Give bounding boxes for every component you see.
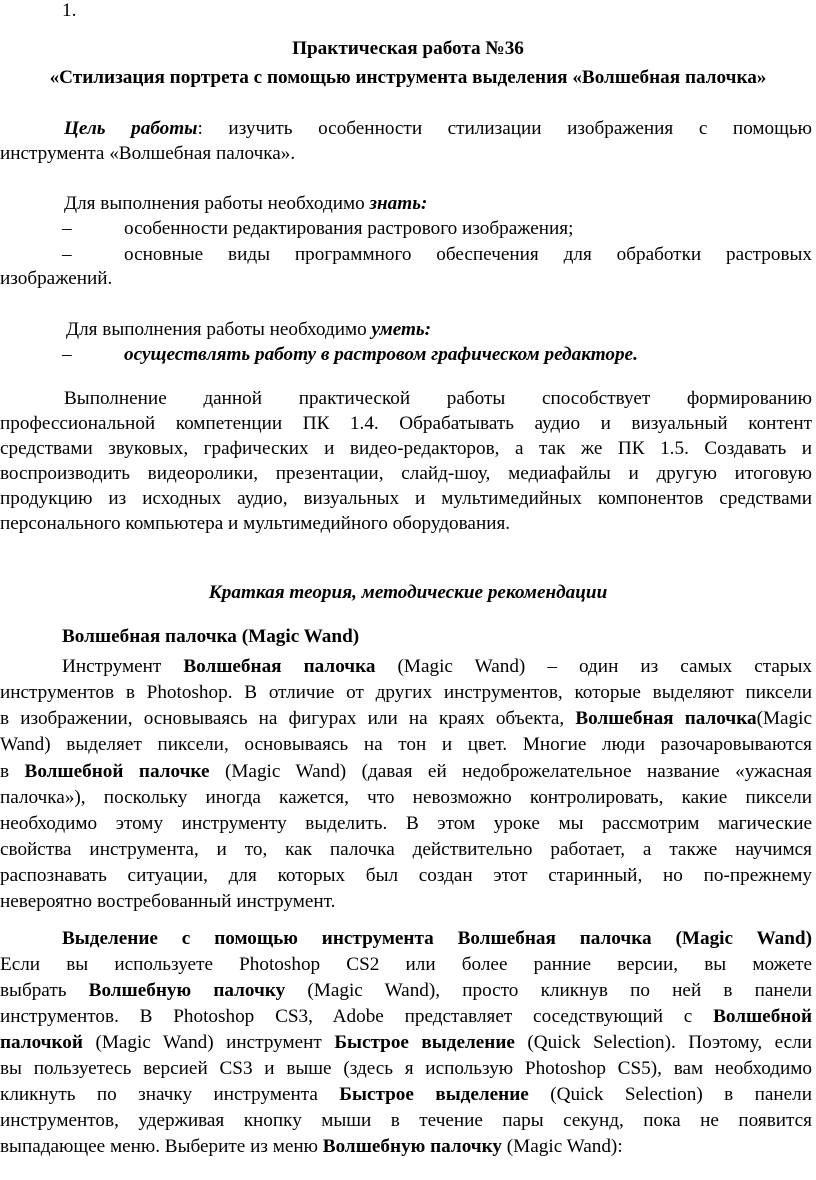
section1-line-3: в изображении, основываясь на фигурах или на краях объекта, Волшебная палочка(Magic xyxy=(0,708,812,729)
competence-line-2: профессиональной компетенции ПК 1.4. Обрабатывать аудио и визуальный контент xyxy=(0,413,812,434)
document-subtitle: «Стилизация портрета с помощью инструмента выделения «Волшебная палочка» xyxy=(49,67,767,88)
section2-line-8: выпадающее меню. Выберите из меню Волшебную палочку (Magic Wand): xyxy=(0,1136,623,1157)
document-title: Практическая работа №36 xyxy=(292,38,524,59)
section1-line-4: Wand) выделяет пиксели, основываясь на тон и цвет. Многие люди разочаровываются xyxy=(0,734,812,755)
competence-line-4: воспроизводить видеоролики, презентации, слайд-шоу, медиафайлы и другую итоговую xyxy=(0,463,812,484)
section1-line-9: распознавать ситуации, для которых был создан этот старинный, но по-прежнему xyxy=(0,865,812,886)
section1-line-5: в Волшебной палочке (Magic Wand) (давая ей недоброжелательное название «ужасная xyxy=(0,761,813,782)
section1-heading: Волшебная палочка (Magic Wand) xyxy=(62,626,360,647)
section1-line-6: палочка»), поскольку иногда кажется, что невозможно контролировать, какие пиксели xyxy=(0,787,812,808)
know-item-2-cont: изображений. xyxy=(0,268,113,289)
know-dash-1: – xyxy=(62,218,72,239)
competence-line-6: персонального компьютера и мультимедийного оборудования. xyxy=(0,513,511,534)
section2-line-6: кликнуть по значку инструмента Быстрое выделение (Quick Selection) в панели xyxy=(0,1084,812,1105)
goal-line-2: инструмента «Волшебная палочка». xyxy=(0,143,296,164)
know-item-2: основные виды программного обеспечения для обработки растровых xyxy=(124,244,812,265)
section2-line-5: вы пользуетесь версией CS3 и выше (здесь я использую Photoshop CS5), вам необходимо xyxy=(0,1058,812,1079)
page-number: 1. xyxy=(62,0,77,21)
know-intro: Для выполнения работы необходимо знать: xyxy=(64,193,428,214)
competence-line-1: Выполнение данной практической работы способствует формированию xyxy=(64,388,812,409)
section2-heading: Выделение с помощью инструмента Волшебная палочка (Magic Wand) xyxy=(62,928,812,949)
section2-line-7: инструментов, удерживая кнопку мыши в течение пары секунд, пока не появится xyxy=(0,1110,812,1131)
can-item-1: осуществлять работу в растровом графическом редакторе. xyxy=(124,344,638,365)
section1-line-2: инструментов в Photoshop. В отличие от других инструментов, которые выделяют пиксели xyxy=(0,682,812,703)
goal-line-1: Цель работы: изучить особенности стилизации изображения с помощью xyxy=(64,118,813,139)
can-intro: Для выполнения работы необходимо уметь: xyxy=(66,319,432,340)
can-dash-1: – xyxy=(62,344,72,365)
section1-line-7: необходимо этому инструменту выделить. В этом уроке мы рассмотрим магические xyxy=(0,813,812,834)
section1-line-8: свойства инструмента, и то, как палочка действительно работает, а также научимся xyxy=(0,839,812,860)
section1-line-1: Инструмент Волшебная палочка (Magic Wand) – один из самых старых xyxy=(62,656,812,677)
competence-line-5: продукцию из исходных аудио, визуальных и мультимедийных компонентов средствами xyxy=(0,488,812,509)
theory-heading: Краткая теория, методические рекомендации xyxy=(208,582,608,603)
section1-line-10: невероятно востребованный инструмент. xyxy=(0,891,336,912)
section2-line-1: Если вы используете Photoshop CS2 или более ранние версии, вы можете xyxy=(0,954,812,975)
competence-line-3: средствами звуковых, графических и видео-редакторов, а так же ПК 1.5. Создавать и xyxy=(0,438,812,459)
goal-label: Цель работы xyxy=(64,118,198,139)
section2-line-4: палочкой (Magic Wand) инструмент Быстрое выделение (Quick Selection). Поэтому, если xyxy=(0,1032,812,1053)
know-dash-2: – xyxy=(62,244,72,265)
know-item-1: особенности редактирования растрового изображения; xyxy=(124,218,574,239)
section2-line-2: выбрать Волшебную палочку (Magic Wand), просто кликнув по ней в панели xyxy=(0,980,813,1001)
section2-line-3: инструментов. В Photoshop CS3, Adobe представляет соседствующий с Волшебной xyxy=(0,1006,812,1027)
